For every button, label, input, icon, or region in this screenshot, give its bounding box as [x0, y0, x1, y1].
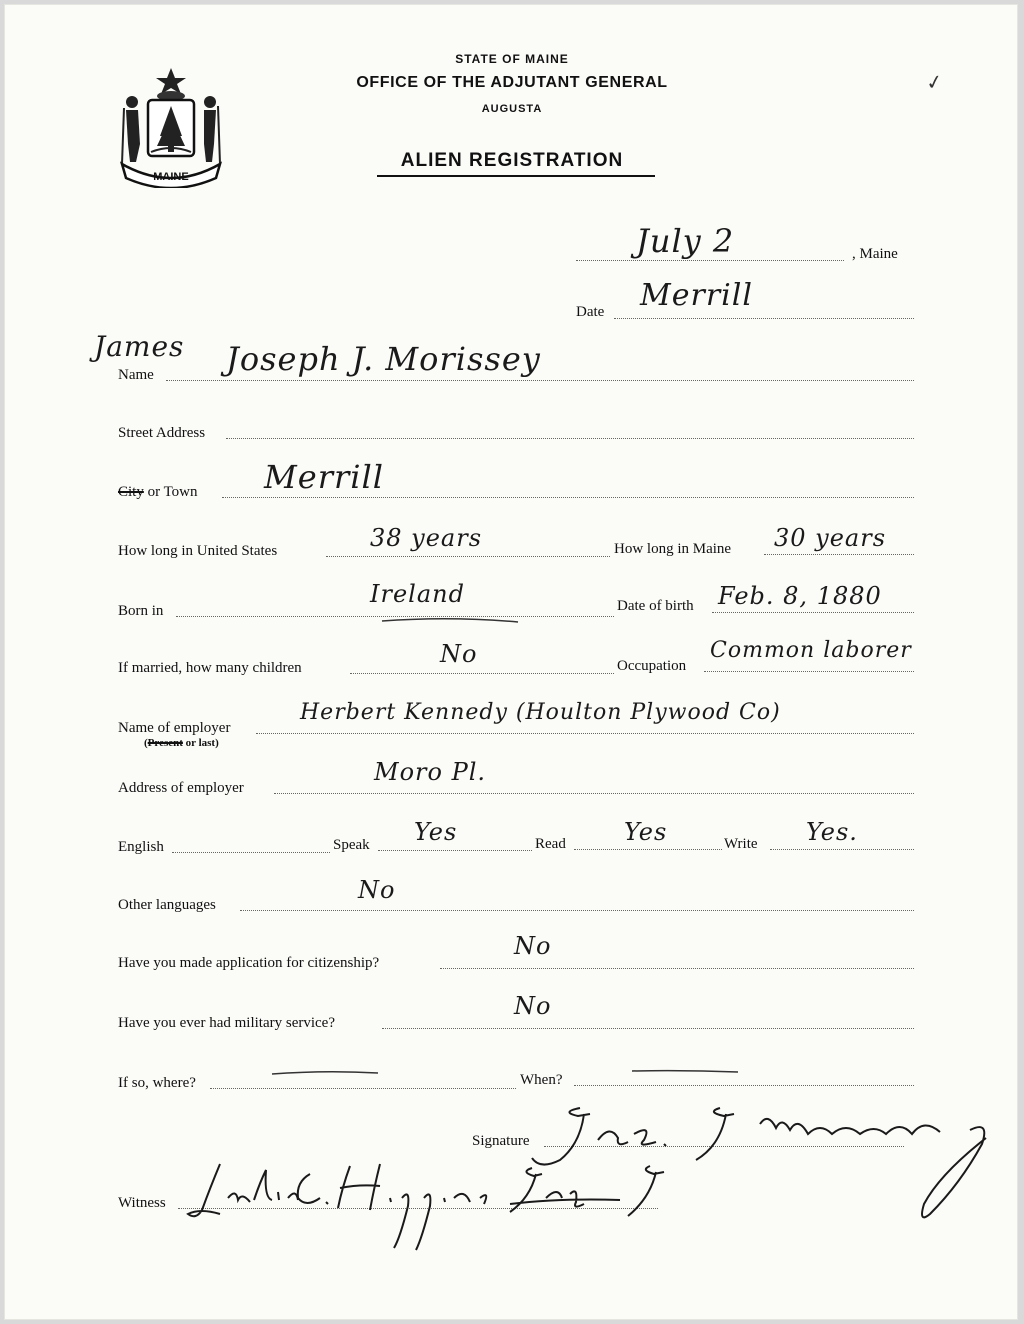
- employer-sub-label: [144, 737, 219, 749]
- citizenship-label: Have you made application for citizenship?: [118, 955, 380, 971]
- emp-address-value: Moro Pl.: [374, 758, 487, 786]
- seal-text: MAINE: [153, 171, 189, 183]
- name-prefix: James: [94, 330, 185, 363]
- date-label: Date: [576, 304, 605, 320]
- occupation-line: [704, 671, 914, 672]
- when-line: [574, 1085, 914, 1086]
- us-line: [326, 556, 610, 557]
- read-value: Yes: [624, 818, 668, 846]
- state-heading: STATE OF MAINE: [455, 52, 569, 66]
- employer-line: [256, 733, 914, 734]
- street-label: Street Address: [118, 425, 206, 441]
- military-value: No: [514, 992, 552, 1020]
- born-underline-stroke: [380, 616, 520, 626]
- office-heading: OFFICE OF THE ADJUTANT GENERAL: [356, 74, 668, 91]
- date-value: July 2: [636, 222, 735, 260]
- speak-line: [378, 850, 532, 851]
- check-mark: ✓: [924, 68, 945, 96]
- employer-sub-open: (: [144, 737, 148, 749]
- when-dash-stroke: [630, 1066, 740, 1076]
- date-line: [576, 260, 844, 261]
- born-value: Ireland: [370, 580, 465, 608]
- citizenship-line: [440, 968, 914, 969]
- maine-value: 30 years: [774, 524, 887, 552]
- english-line: [172, 852, 330, 853]
- other-lang-line: [240, 910, 914, 911]
- city-label-rest: or Town: [143, 484, 198, 500]
- name-value: Joseph J. Morissey: [226, 340, 541, 378]
- place-line: [614, 318, 914, 319]
- children-label: If married, how many children: [118, 660, 302, 676]
- read-label: Read: [535, 836, 566, 852]
- maine-label: How long in Maine: [614, 541, 732, 557]
- other-lang-value: No: [358, 876, 396, 904]
- dob-line: [712, 612, 914, 613]
- emp-address-line: [274, 793, 914, 794]
- read-line: [574, 849, 722, 850]
- emp-address-label: Address of employer: [118, 780, 244, 796]
- employer-sub-struck: Present: [147, 737, 183, 749]
- write-label: Write: [724, 836, 758, 852]
- street-line: [226, 438, 914, 439]
- form-title: ALIEN REGISTRATION: [400, 150, 624, 171]
- witness-signature: [180, 1158, 690, 1258]
- witness-label: Witness: [118, 1195, 166, 1211]
- dob-value: Feb. 8, 1880: [718, 582, 882, 610]
- where-dash-stroke: [270, 1068, 380, 1078]
- born-label: Born in: [118, 603, 164, 619]
- where-label: If so, where?: [118, 1075, 196, 1091]
- occupation-value: Common laborer: [710, 638, 912, 663]
- occupation-label: Occupation: [617, 658, 687, 674]
- speak-value: Yes: [414, 818, 458, 846]
- where-line: [210, 1088, 516, 1089]
- military-line: [382, 1028, 914, 1029]
- children-line: [350, 673, 614, 674]
- city-value: Merrill: [264, 458, 384, 496]
- signature-label: Signature: [472, 1133, 530, 1149]
- children-value: No: [440, 640, 478, 668]
- city-heading: AUGUSTA: [481, 103, 543, 115]
- write-line: [770, 849, 914, 850]
- place-value: Merrill: [640, 278, 753, 313]
- employer-value: Herbert Kennedy (Houlton Plywood Co): [300, 700, 781, 725]
- write-value: Yes.: [806, 818, 858, 846]
- name-label: Name: [118, 367, 154, 383]
- employer-label: Name of employer: [118, 720, 231, 736]
- us-value: 38 years: [370, 524, 483, 552]
- speak-label: Speak: [333, 837, 370, 853]
- employer-sub-rest: or last): [182, 737, 219, 749]
- military-label: Have you ever had military service?: [118, 1015, 335, 1031]
- city-line: [222, 497, 914, 498]
- maine-line: [764, 554, 914, 555]
- other-lang-label: Other languages: [118, 897, 216, 913]
- city-label-struck: City: [118, 484, 144, 500]
- title-underline: [377, 175, 655, 177]
- name-line: [166, 380, 914, 381]
- english-label: English: [118, 839, 164, 855]
- when-label: When?: [520, 1072, 563, 1088]
- dob-label: Date of birth: [617, 598, 694, 614]
- maine-suffix: , Maine: [852, 246, 898, 262]
- citizenship-value: No: [514, 932, 552, 960]
- us-label: How long in United States: [118, 543, 278, 559]
- city-label: [118, 484, 198, 501]
